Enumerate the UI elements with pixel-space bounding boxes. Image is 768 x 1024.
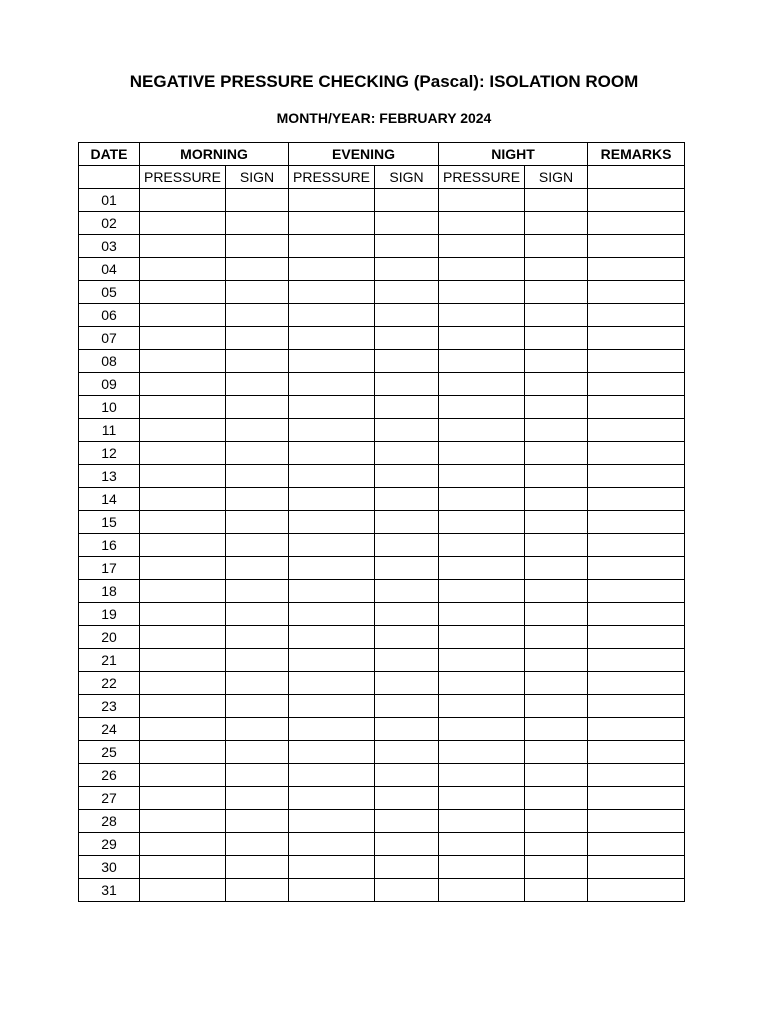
date-cell: 03 [79,235,140,258]
night-pressure-cell [439,833,525,856]
evening-pressure-cell [289,235,375,258]
remarks-cell [588,741,685,764]
morning-pressure-cell [140,856,226,879]
morning-pressure-cell [140,419,226,442]
evening-pressure-cell [289,856,375,879]
evening-pressure-cell [289,189,375,212]
morning-pressure-cell [140,833,226,856]
night-sign-cell [525,810,588,833]
table-row [79,833,685,856]
morning-sign-cell [226,603,289,626]
night-pressure-cell [439,350,525,373]
night-pressure-cell [439,672,525,695]
pressure-log-table [78,142,685,902]
evening-sign-cell [375,718,439,741]
evening-sign-cell [375,396,439,419]
date-cell: 02 [79,212,140,235]
evening-column-header: EVENING [289,143,439,166]
night-sign-cell [525,626,588,649]
morning-sign-cell [226,396,289,419]
night-pressure-cell [439,879,525,902]
night-sign-cell [525,695,588,718]
evening-sign-cell [375,787,439,810]
morning-pressure-cell [140,534,226,557]
remarks-cell [588,373,685,396]
evening-pressure-cell [289,557,375,580]
night-pressure-cell [439,258,525,281]
evening-sign-cell [375,419,439,442]
evening-pressure-cell [289,304,375,327]
remarks-cell [588,304,685,327]
remarks-cell [588,488,685,511]
remarks-cell [588,879,685,902]
night-pressure-cell [439,695,525,718]
night-pressure-cell [439,718,525,741]
morning-sign-cell [226,327,289,350]
evening-pressure-cell [289,741,375,764]
morning-sign-cell [226,373,289,396]
table-row [79,649,685,672]
night-pressure-cell [439,212,525,235]
night-pressure-cell [439,649,525,672]
date-cell: 27 [79,787,140,810]
night-pressure-cell [439,534,525,557]
morning-sign-cell [226,810,289,833]
date-cell: 18 [79,580,140,603]
page-title: NEGATIVE PRESSURE CHECKING (Pascal): ISOLATION ROOM [129,72,639,91]
morning-pressure-cell [140,879,226,902]
remarks-cell [588,396,685,419]
morning-pressure-cell [140,442,226,465]
table-row [79,810,685,833]
date-cell: 11 [79,419,140,442]
morning-sign-cell [226,511,289,534]
night-sign-cell [525,212,588,235]
morning-pressure-cell [140,718,226,741]
night-sign-cell [525,718,588,741]
remarks-column-header: REMARKS [588,143,685,166]
date-cell: 14 [79,488,140,511]
morning-pressure-cell [140,396,226,419]
night-sign-cell [525,672,588,695]
morning-pressure-cell [140,488,226,511]
evening-sign-cell [375,304,439,327]
morning-pressure-cell [140,626,226,649]
remarks-cell [588,764,685,787]
night-pressure-cell [439,373,525,396]
evening-sign-cell [375,327,439,350]
morning-pressure-cell [140,649,226,672]
remarks-cell [588,189,685,212]
evening-pressure-cell [289,281,375,304]
table-row [79,603,685,626]
evening-sign-cell [375,350,439,373]
evening-pressure-cell [289,695,375,718]
evening-sign-cell [375,442,439,465]
date-cell: 20 [79,626,140,649]
night-pressure-cell [439,787,525,810]
morning-pressure-cell [140,695,226,718]
evening-pressure-cell [289,649,375,672]
night-sign-cell [525,580,588,603]
night-sign-cell [525,833,588,856]
evening-pressure-cell [289,603,375,626]
morning-sign-cell [226,212,289,235]
morning-sign-cell [226,626,289,649]
evening-sign-cell [375,534,439,557]
morning-sign-cell [226,442,289,465]
night-sign-cell [525,764,588,787]
night-pressure-cell [439,856,525,879]
morning-sign-cell [226,787,289,810]
table-row [79,488,685,511]
morning-pressure-cell [140,511,226,534]
remarks-cell [588,856,685,879]
night-sign-cell [525,419,588,442]
table-row [79,373,685,396]
morning-sign-cell [226,189,289,212]
evening-sign-cell [375,833,439,856]
morning-sign-subheader: SIGN [226,166,289,189]
date-cell: 12 [79,442,140,465]
evening-sign-cell [375,511,439,534]
table-row [79,258,685,281]
night-sign-cell [525,465,588,488]
table-row [79,718,685,741]
date-cell: 06 [79,304,140,327]
night-pressure-cell [439,810,525,833]
table-row [79,764,685,787]
night-sign-cell [525,557,588,580]
night-sign-cell [525,534,588,557]
morning-pressure-subheader: PRESSURE [140,166,226,189]
morning-sign-cell [226,258,289,281]
morning-pressure-cell [140,764,226,787]
evening-pressure-cell [289,718,375,741]
date-cell: 28 [79,810,140,833]
evening-sign-subheader: SIGN [375,166,439,189]
date-cell: 04 [79,258,140,281]
morning-sign-cell [226,304,289,327]
night-sign-cell [525,281,588,304]
morning-pressure-cell [140,373,226,396]
table-row [79,396,685,419]
date-cell: 29 [79,833,140,856]
night-pressure-cell [439,557,525,580]
evening-sign-cell [375,373,439,396]
night-sign-cell [525,488,588,511]
remarks-cell [588,787,685,810]
morning-pressure-cell [140,787,226,810]
remarks-cell [588,212,685,235]
morning-pressure-cell [140,281,226,304]
morning-sign-cell [226,350,289,373]
morning-pressure-cell [140,741,226,764]
table-row [79,695,685,718]
remarks-cell [588,419,685,442]
morning-pressure-cell [140,580,226,603]
evening-pressure-cell [289,672,375,695]
date-cell: 22 [79,672,140,695]
night-pressure-subheader: PRESSURE [439,166,525,189]
remarks-cell [588,258,685,281]
morning-sign-cell [226,856,289,879]
evening-pressure-cell [289,465,375,488]
date-cell: 08 [79,350,140,373]
morning-pressure-cell [140,557,226,580]
date-cell: 15 [79,511,140,534]
night-pressure-cell [439,465,525,488]
remarks-cell [588,511,685,534]
remarks-cell [588,810,685,833]
table-row [79,189,685,212]
evening-pressure-cell [289,488,375,511]
date-cell: 23 [79,695,140,718]
night-pressure-cell [439,281,525,304]
evening-pressure-cell [289,626,375,649]
evening-sign-cell [375,235,439,258]
morning-sign-cell [226,741,289,764]
remarks-cell [588,649,685,672]
evening-sign-cell [375,810,439,833]
morning-sign-cell [226,465,289,488]
night-pressure-cell [439,396,525,419]
log-body [79,189,685,902]
evening-pressure-cell [289,258,375,281]
night-sign-cell [525,856,588,879]
remarks-cell [588,718,685,741]
evening-sign-cell [375,879,439,902]
remarks-cell [588,442,685,465]
evening-sign-cell [375,189,439,212]
date-cell: 10 [79,396,140,419]
evening-pressure-cell [289,396,375,419]
date-cell: 19 [79,603,140,626]
night-sign-cell [525,304,588,327]
morning-sign-cell [226,672,289,695]
evening-pressure-cell [289,212,375,235]
table-row [79,787,685,810]
evening-pressure-subheader: PRESSURE [289,166,375,189]
night-pressure-cell [439,442,525,465]
evening-sign-cell [375,258,439,281]
evening-pressure-cell [289,419,375,442]
evening-pressure-cell [289,879,375,902]
morning-sign-cell [226,580,289,603]
night-pressure-cell [439,419,525,442]
evening-pressure-cell [289,511,375,534]
remarks-cell [588,695,685,718]
evening-sign-cell [375,281,439,304]
morning-pressure-cell [140,465,226,488]
morning-sign-cell [226,833,289,856]
night-sign-cell [525,350,588,373]
evening-sign-cell [375,741,439,764]
table-row [79,626,685,649]
evening-sign-cell [375,626,439,649]
table-row [79,350,685,373]
table-row [79,511,685,534]
remarks-cell [588,672,685,695]
night-sign-cell [525,396,588,419]
night-pressure-cell [439,235,525,258]
date-cell: 26 [79,764,140,787]
night-sign-cell [525,373,588,396]
remarks-cell [588,235,685,258]
night-sign-cell [525,327,588,350]
night-column-header: NIGHT [439,143,588,166]
remarks-cell [588,626,685,649]
evening-pressure-cell [289,373,375,396]
date-cell: 25 [79,741,140,764]
date-cell: 13 [79,465,140,488]
evening-sign-cell [375,649,439,672]
night-sign-cell [525,787,588,810]
morning-sign-cell [226,281,289,304]
evening-sign-cell [375,672,439,695]
date-cell: 09 [79,373,140,396]
evening-pressure-cell [289,764,375,787]
morning-sign-cell [226,419,289,442]
night-sign-cell [525,649,588,672]
month-year-heading: MONTH/YEAR: FEBRUARY 2024 [276,110,492,126]
evening-sign-cell [375,580,439,603]
evening-sign-cell [375,212,439,235]
evening-sign-cell [375,603,439,626]
table-row [79,235,685,258]
table-row [79,327,685,350]
date-cell: 31 [79,879,140,902]
evening-sign-cell [375,764,439,787]
remarks-cell [588,557,685,580]
morning-sign-cell [226,534,289,557]
morning-sign-cell [226,488,289,511]
morning-pressure-cell [140,810,226,833]
morning-sign-cell [226,235,289,258]
night-sign-cell [525,511,588,534]
night-sign-cell [525,741,588,764]
remarks-cell [588,603,685,626]
night-sign-cell [525,603,588,626]
morning-sign-cell [226,764,289,787]
morning-column-header: MORNING [140,143,289,166]
date-column-header: DATE [79,143,140,166]
date-cell: 16 [79,534,140,557]
evening-sign-cell [375,465,439,488]
morning-pressure-cell [140,212,226,235]
night-sign-cell [525,879,588,902]
table-row [79,856,685,879]
night-pressure-cell [439,304,525,327]
evening-pressure-cell [289,442,375,465]
remarks-cell [588,580,685,603]
remarks-subheader-empty-cell [588,166,685,189]
table-row [79,212,685,235]
morning-pressure-cell [140,350,226,373]
evening-pressure-cell [289,580,375,603]
date-cell: 05 [79,281,140,304]
night-pressure-cell [439,488,525,511]
evening-sign-cell [375,557,439,580]
morning-sign-cell [226,879,289,902]
remarks-cell [588,534,685,557]
subheader-empty-cell [79,166,140,189]
evening-sign-cell [375,488,439,511]
date-cell: 21 [79,649,140,672]
remarks-cell [588,465,685,488]
table-row [79,879,685,902]
night-pressure-cell [439,327,525,350]
night-pressure-cell [439,603,525,626]
date-cell: 24 [79,718,140,741]
night-pressure-cell [439,580,525,603]
evening-pressure-cell [289,350,375,373]
morning-sign-cell [226,649,289,672]
morning-pressure-cell [140,304,226,327]
remarks-cell [588,281,685,304]
table-row [79,534,685,557]
date-cell: 07 [79,327,140,350]
subheader-row [79,166,685,189]
table-row [79,580,685,603]
night-pressure-cell [439,511,525,534]
evening-pressure-cell [289,327,375,350]
night-sign-subheader: SIGN [525,166,588,189]
table-row [79,465,685,488]
table-row [79,741,685,764]
evening-sign-cell [375,695,439,718]
table-row [79,304,685,327]
evening-pressure-cell [289,810,375,833]
morning-pressure-cell [140,189,226,212]
evening-pressure-cell [289,534,375,557]
evening-pressure-cell [289,833,375,856]
date-cell: 30 [79,856,140,879]
morning-pressure-cell [140,327,226,350]
morning-sign-cell [226,695,289,718]
evening-pressure-cell [289,787,375,810]
remarks-cell [588,327,685,350]
table-row [79,419,685,442]
morning-pressure-cell [140,603,226,626]
night-pressure-cell [439,764,525,787]
night-pressure-cell [439,189,525,212]
table-row [79,442,685,465]
table-row [79,672,685,695]
morning-sign-cell [226,557,289,580]
night-sign-cell [525,235,588,258]
remarks-cell [588,350,685,373]
night-sign-cell [525,442,588,465]
morning-sign-cell [226,718,289,741]
evening-sign-cell [375,856,439,879]
night-sign-cell [525,189,588,212]
date-cell: 01 [79,189,140,212]
remarks-cell [588,833,685,856]
morning-pressure-cell [140,258,226,281]
night-sign-cell [525,258,588,281]
morning-pressure-cell [140,672,226,695]
morning-pressure-cell [140,235,226,258]
table-row [79,281,685,304]
table-row [79,557,685,580]
night-pressure-cell [439,626,525,649]
night-pressure-cell [439,741,525,764]
date-cell: 17 [79,557,140,580]
header-row [79,143,685,166]
